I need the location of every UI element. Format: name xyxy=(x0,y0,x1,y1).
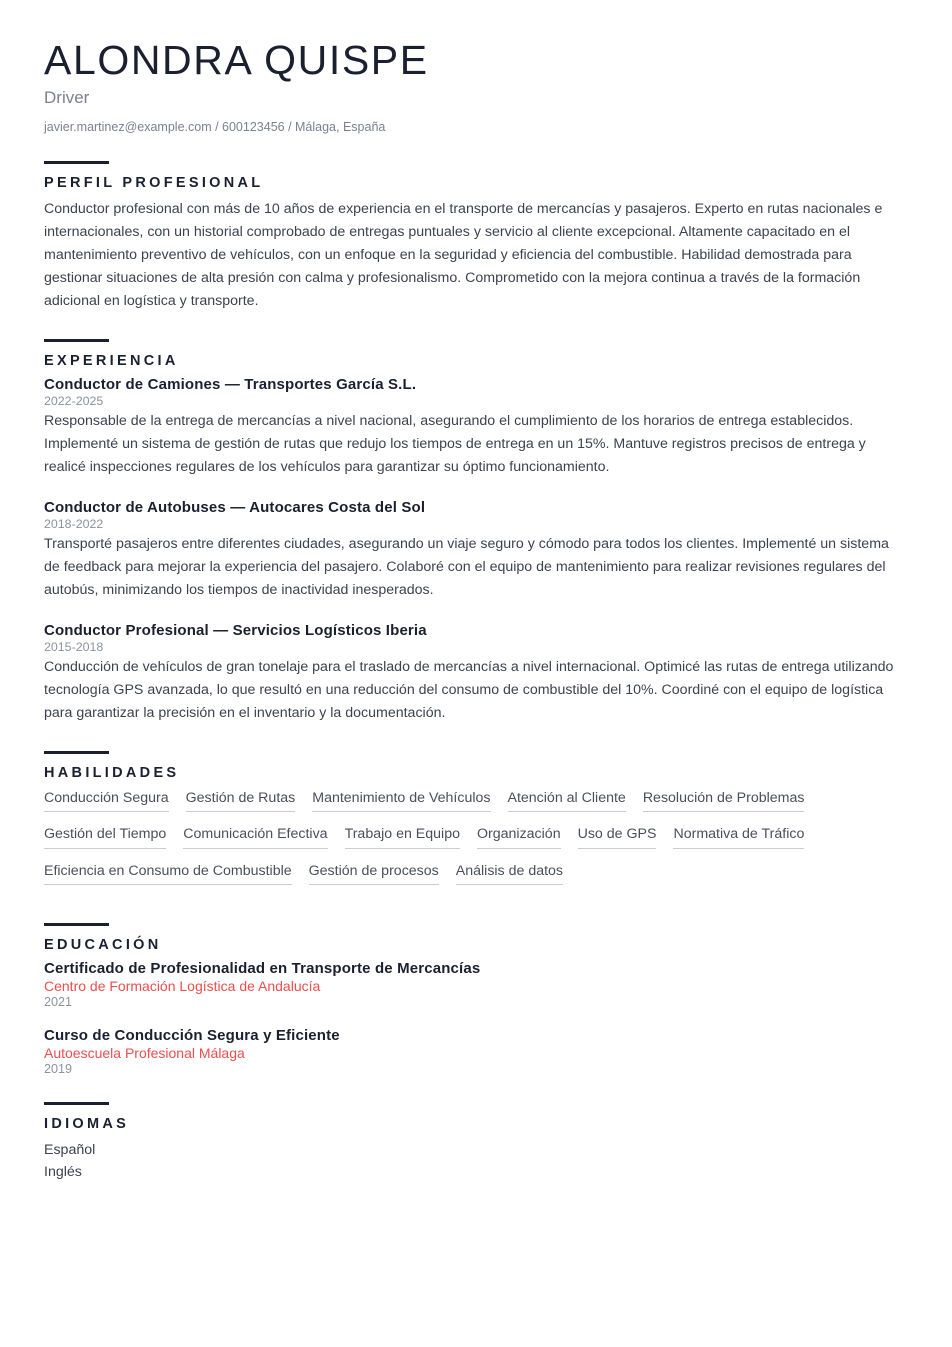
skill-tag: Análisis de datos xyxy=(456,861,563,885)
skill-tag: Normativa de Tráfico xyxy=(673,824,804,848)
skill-tag: Uso de GPS xyxy=(578,824,657,848)
job-role-subtitle: Driver xyxy=(44,88,90,108)
section-title-experience: EXPERIENCIA xyxy=(44,352,179,369)
skill-tag: Gestión del Tiempo xyxy=(44,824,166,848)
experience-list xyxy=(44,376,908,725)
education-year: 2021 xyxy=(44,994,73,1009)
section-title-profile: PERFIL PROFESIONAL xyxy=(44,174,264,191)
experience-item xyxy=(44,499,908,602)
skill-row xyxy=(44,788,908,824)
education-year: 2019 xyxy=(44,1061,73,1076)
experience-item xyxy=(44,376,908,479)
skill-tag: Resolución de Problemas xyxy=(643,788,805,812)
section-rule xyxy=(44,751,109,754)
section-rule xyxy=(44,1102,109,1105)
section-rule xyxy=(44,161,109,164)
job-description: Conducción de vehículos de gran tonelaje para el traslado de mercancías a nivel internacional. Optimicé las rutas de entrega utilizando tecnología GPS avanzada, lo que resultó en una reducción del consumo de combustible del 10%. Coordiné con el equipo de logística para garantizar la precisión en el inventario y la documentación. xyxy=(44,658,894,721)
skill-row xyxy=(44,824,908,860)
education-institution: Centro de Formación Logística de Andalucía xyxy=(44,977,321,994)
experience-item xyxy=(44,622,908,725)
education-item xyxy=(44,1027,908,1076)
job-title: Conductor de Camiones — Transportes García S.L. xyxy=(44,375,417,393)
contact-line: javier.martinez@example.com / 600123456 / Málaga, España xyxy=(44,119,386,134)
language-item: Español xyxy=(44,1141,96,1158)
skill-row xyxy=(44,861,908,897)
section-experience xyxy=(44,339,908,725)
job-description: Transporté pasajeros entre diferentes ciudades, asegurando un viaje seguro y cómodo para todos los clientes. Implementé un sistema de feedback para mejorar la experiencia del pasajero. Colaboré con el equipo de mantenimiento para realizar revisiones regulares del autobús, minimizando los tiempos de inactividad inesperados. xyxy=(44,535,889,598)
job-dates: 2018-2022 xyxy=(44,516,104,531)
skill-tag: Gestión de procesos xyxy=(309,861,439,885)
section-title-languages: IDIOMAS xyxy=(44,1115,130,1132)
section-title-education: EDUCACIÓN xyxy=(44,936,162,953)
job-dates: 2022-2025 xyxy=(44,393,104,408)
section-languages xyxy=(44,1102,908,1183)
job-dates: 2015-2018 xyxy=(44,639,104,654)
education-degree: Curso de Conducción Segura y Eficiente xyxy=(44,1026,340,1044)
section-skills xyxy=(44,751,908,897)
section-title-skills: HABILIDADES xyxy=(44,764,180,781)
skill-tag: Atención al Cliente xyxy=(508,788,626,812)
skill-tag: Eficiencia en Consumo de Combustible xyxy=(44,861,292,885)
skill-tag: Trabajo en Equipo xyxy=(345,824,460,848)
language-item: Inglés xyxy=(44,1163,82,1180)
skill-tag: Comunicación Efectiva xyxy=(183,824,327,848)
education-item xyxy=(44,960,908,1009)
profile-text: Conductor profesional con más de 10 años de experiencia en el transporte de mercancías y pasajeros. Experto en rutas nacionales e internacionales, con un historial comprobado de entregas puntuales y servicio al cliente excepcional. Altamente capacitado en el mantenimiento preventivo de vehículos, con un enfoque en la seguridad y eficiencia del combustible. Habilidad demostrada para gestionar situaciones de alta presión con calma y profesionalismo. Comprometido con la mejora continua a través de la formación adicional en logística y transporte. xyxy=(44,200,883,309)
skill-tag: Gestión de Rutas xyxy=(186,788,296,812)
job-title: Conductor Profesional — Servicios Logísticos Iberia xyxy=(44,621,427,639)
job-description: Responsable de la entrega de mercancías a nivel nacional, asegurando el cumplimiento de los horarios de entrega establecidos. Implementé un sistema de gestión de rutas que redujo los tiempos de entrega en un 15%. Mantuve registros precisos de entrega y realicé inspecciones regulares de los vehículos para garantizar su óptimo funcionamiento. xyxy=(44,412,866,475)
job-title: Conductor de Autobuses — Autocares Costa del Sol xyxy=(44,498,426,516)
skill-tag: Mantenimiento de Vehículos xyxy=(312,788,490,812)
resume-header xyxy=(44,38,908,135)
education-institution: Autoescuela Profesional Málaga xyxy=(44,1044,245,1061)
languages-list xyxy=(44,1139,908,1183)
section-education xyxy=(44,923,908,1076)
skill-tag: Organización xyxy=(477,824,561,848)
skill-tag: Conducción Segura xyxy=(44,788,169,812)
page-title: ALONDRA QUISPE xyxy=(44,37,429,83)
education-list xyxy=(44,960,908,1076)
section-rule xyxy=(44,339,109,342)
education-degree: Certificado de Profesionalidad en Transporte de Mercancías xyxy=(44,959,481,977)
section-rule xyxy=(44,923,109,926)
skills-list xyxy=(44,788,908,897)
section-profile xyxy=(44,161,908,313)
